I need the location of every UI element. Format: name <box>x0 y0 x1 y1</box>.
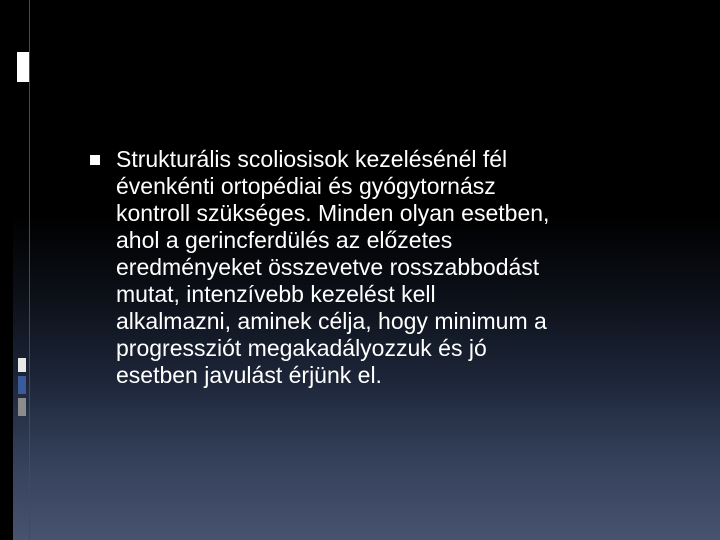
decorative-accent-gray <box>18 398 26 416</box>
square-bullet-icon <box>90 155 100 165</box>
decorative-accent-blue <box>18 376 26 394</box>
vertical-divider <box>29 0 30 540</box>
decorative-accent-light <box>18 358 26 372</box>
slide-content <box>86 146 696 389</box>
decorative-white-block <box>17 52 29 82</box>
left-edge-bar <box>0 0 13 540</box>
bullet-item <box>86 146 696 389</box>
bullet-text: Strukturális scoliosisok kezelésénél fél évenkénti ortopédiai és gyógytornász kontroll szükséges. Minden olyan esetben, ahol a gerincferdülés az előzetes eredményeket összevetve rosszabbodást mutat, intenzívebb kezelést kell alkalmazni, aminek célja, hogy minimum a progressziót megakadályozzuk és jó esetben javulást érjünk el. <box>116 146 550 388</box>
